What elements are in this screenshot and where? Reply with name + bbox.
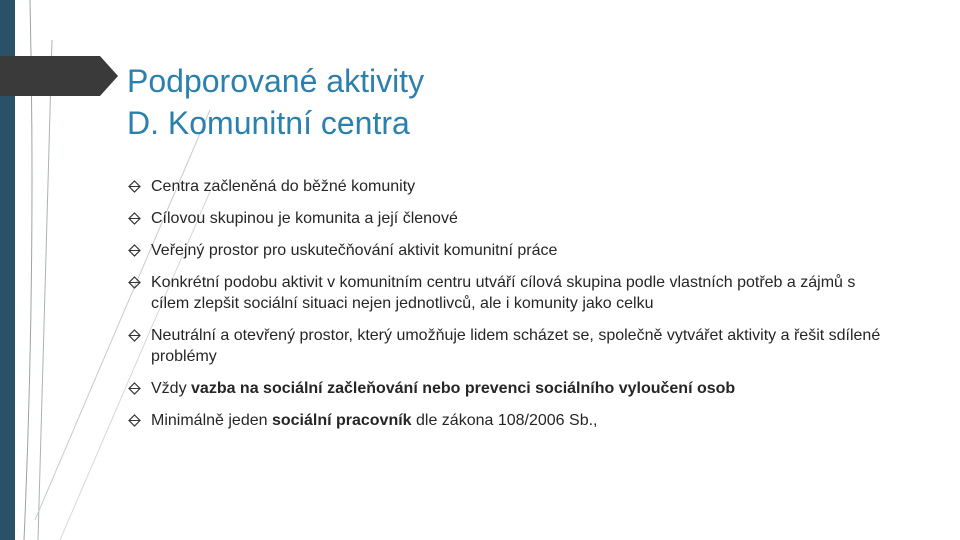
diamond-bullet-icon <box>128 244 141 257</box>
diamond-bullet-icon <box>128 212 141 225</box>
bullet-text-bold: sociální pracovník <box>271 412 412 429</box>
bullet-item <box>128 176 898 197</box>
diamond-bullet-icon <box>128 276 141 289</box>
bullet-list <box>128 176 898 442</box>
bullet-text: Konkrétní podobu aktivit v komunitním centru utváří cílová skupina podle vlastních potřeb a zájmů s cílem zlepšit sociální situaci nejen jednotlivců, ale i komunity jako celku <box>151 274 856 312</box>
diamond-bullet-icon <box>128 180 141 193</box>
bullet-text: Cílovou skupinou je komunita a její členové <box>151 210 458 227</box>
bullet-text-suffix: dle zákona 108/2006 Sb., <box>411 412 598 429</box>
bullet-item <box>128 272 898 314</box>
bullet-item <box>128 325 898 367</box>
bullet-text: Veřejný prostor pro uskutečňování aktivit komunitní práce <box>151 242 558 259</box>
bullet-text: Neutrální a otevřený prostor, který umožňuje lidem scházet se, společně vytvářet aktivity a řešit sdílené problémy <box>151 327 881 365</box>
bullet-item <box>128 240 898 261</box>
bullet-text-prefix: Vždy <box>151 380 192 397</box>
bullet-text-prefix: Minimálně jeden <box>151 412 272 429</box>
slide-title-line-1: Podporované aktivity <box>127 63 425 99</box>
diamond-bullet-icon <box>128 414 141 427</box>
diamond-bullet-icon <box>128 382 141 395</box>
diamond-bullet-icon <box>128 329 141 342</box>
title-tab-shape <box>0 56 118 96</box>
bullet-item <box>128 410 898 431</box>
bullet-item <box>128 208 898 229</box>
slide-title-line-2: D. Komunitní centra <box>127 105 410 141</box>
slide-title <box>127 60 424 144</box>
bullet-text-bold: vazba na sociální začleňování nebo prevenci sociálního vyloučení osob <box>191 380 736 397</box>
bullet-text: Centra začleněná do běžné komunity <box>151 178 416 195</box>
bullet-item <box>128 378 898 399</box>
